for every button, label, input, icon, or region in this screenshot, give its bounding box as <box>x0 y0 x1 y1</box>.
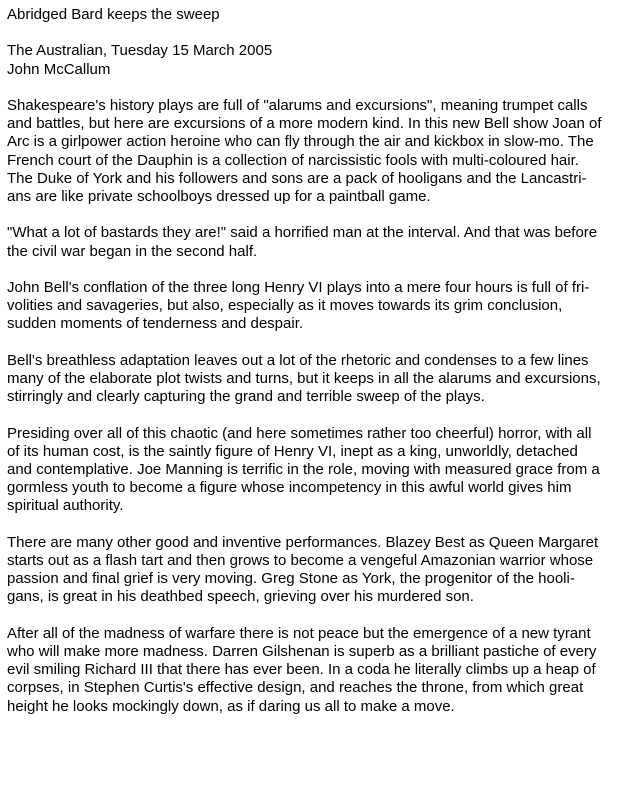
byline-block <box>7 42 611 78</box>
body-paragraph <box>7 425 611 516</box>
paragraph-line: The Duke of York and his followers and sons are a pack of hooligans and the Lancastri- <box>7 169 587 187</box>
body-paragraph <box>7 625 611 716</box>
body-paragraph <box>7 279 611 334</box>
article-document <box>7 6 611 734</box>
paragraph-line: passion and final grief is very moving. Greg Stone as York, the progenitor of the hooli- <box>7 570 575 588</box>
body-paragraph <box>7 534 611 607</box>
article-title-block <box>7 6 611 24</box>
paragraph-line: corpses, in Stephen Curtis's effective design, and reaches the throne, from which great <box>7 679 584 697</box>
paragraph-line: who will make more madness. Darren Gilshenan is superb as a brilliant pastiche of every <box>7 642 597 660</box>
article-title: Abridged Bard keeps the sweep <box>7 6 220 23</box>
paragraph-line: stirringly and clearly capturing the grand and terrible sweep of the plays. <box>7 388 485 406</box>
paragraph-line: French court of the Dauphin is a collection of narcissistic fools with multi-coloured hair. <box>7 151 579 169</box>
paragraph-line: There are many other good and inventive performances. Blazey Best as Queen Margaret <box>7 533 599 551</box>
paragraph-line: ans are like private schoolboys dressed up for a paintball game. <box>7 188 431 205</box>
paragraph-line: Presiding over all of this chaotic (and here sometimes rather too cheerful) horror, with all <box>7 424 592 442</box>
paragraph-line: gans, is great in his deathbed speech, grieving over his murdered son. <box>7 588 474 606</box>
publication-date-line: The Australian, Tuesday 15 March 2005 <box>7 42 273 60</box>
article-body <box>7 97 611 716</box>
paragraph-line: spiritual authority. <box>7 497 124 515</box>
paragraph-line: many of the elaborate plot twists and turns, but it keeps in all the alarums and excursions, <box>7 369 601 387</box>
paragraph-line: John Bell's conflation of the three long Henry VI plays into a mere four hours is full of fri- <box>7 278 590 296</box>
author-name: John McCallum <box>7 60 111 78</box>
paragraph-line: and contemplative. Joe Manning is terrific in the role, moving with measured grace from a <box>7 460 600 478</box>
body-paragraph <box>7 352 611 407</box>
body-paragraph <box>7 97 611 206</box>
paragraph-line: of its human cost, is the saintly figure of Henry VI, inept as a king, unworldly, detached <box>7 442 578 460</box>
paragraph-line: "What a lot of bastards they are!" said a horrified man at the interval. And that was before <box>7 224 598 242</box>
paragraph-line: height he looks mockingly down, as if daring us all to make a move. <box>7 697 455 715</box>
paragraph-line: starts out as a flash tart and then grows to become a vengeful Amazonian warrior whose <box>7 551 594 569</box>
paragraph-line: gormless youth to become a figure whose incompetency in this awful world gives him <box>7 479 572 497</box>
paragraph-line: the civil war began in the second half. <box>7 242 258 260</box>
paragraph-line: Shakespeare's history plays are full of "alarums and excursions", meaning trumpet calls <box>7 96 588 114</box>
paragraph-line: Arc is a girlpower action heroine who can fly through the air and kickbox in slow-mo. The <box>7 133 594 151</box>
paragraph-line: evil smiling Richard III that there has ever been. In a coda he literally climbs up a heap of <box>7 661 596 679</box>
paragraph-line: After all of the madness of warfare there is not peace but the emergence of a new tyrant <box>7 624 591 642</box>
paragraph-line: and battles, but here are excursions of a more modern kind. In this new Bell show Joan of <box>7 115 602 133</box>
paragraph-line: Bell's breathless adaptation leaves out a lot of the rhetoric and condenses to a few lines <box>7 351 589 369</box>
body-paragraph <box>7 224 611 260</box>
paragraph-line: volities and savageries, but also, especially as it moves towards its grim conclusion, <box>7 297 563 315</box>
paragraph-line: sudden moments of tenderness and despair. <box>7 315 304 333</box>
